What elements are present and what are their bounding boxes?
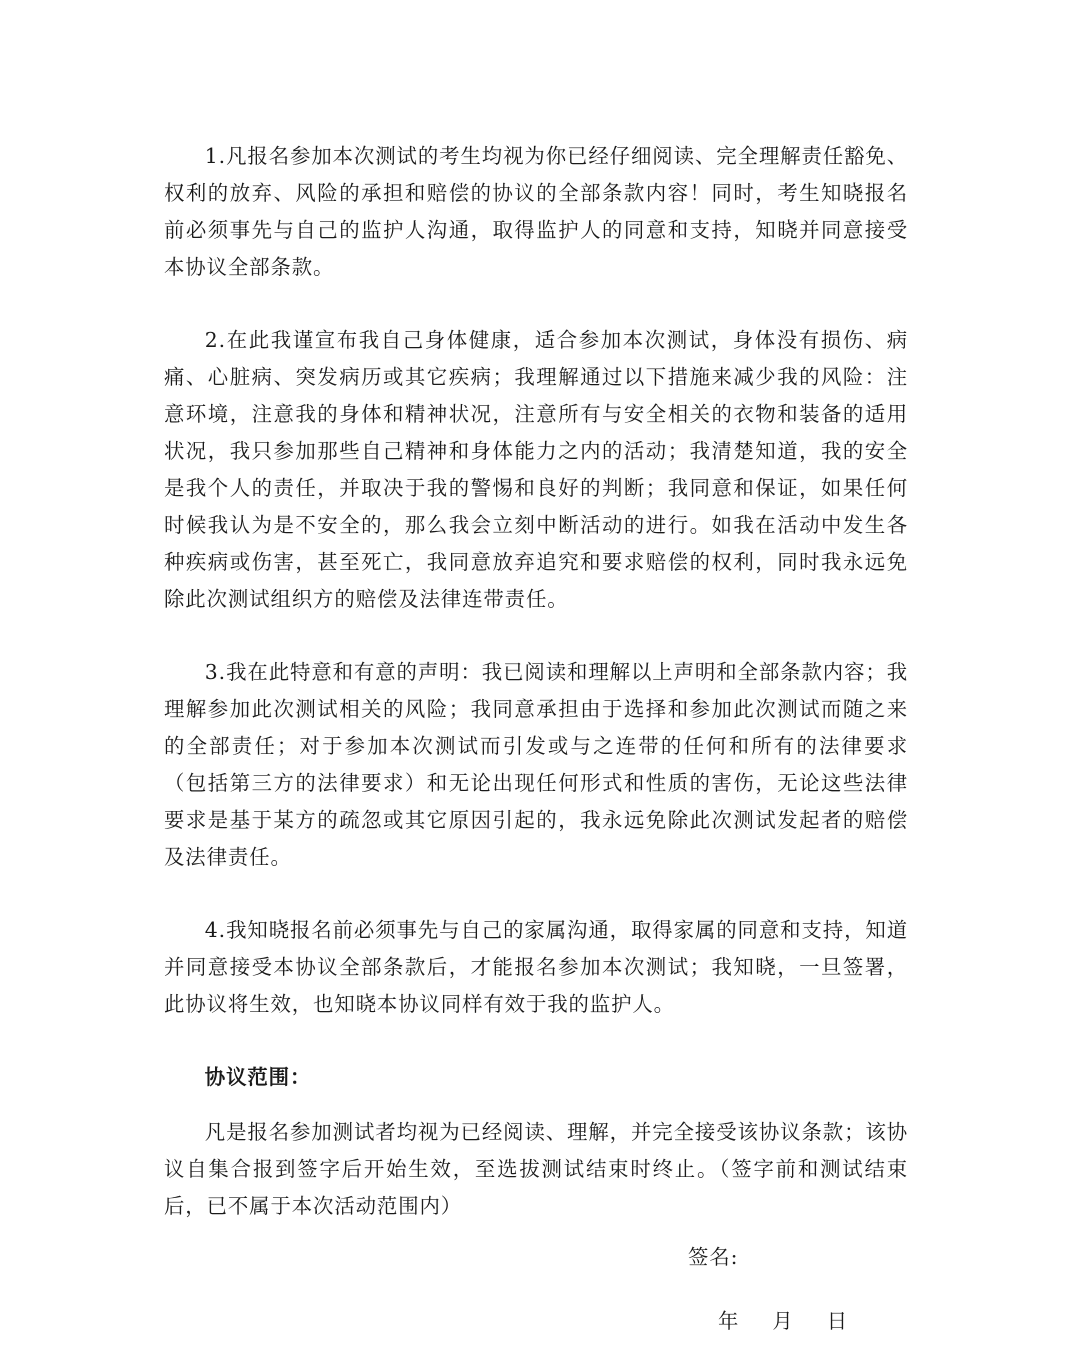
agreement-document — [164, 138, 908, 1225]
date-month-label: 月 — [772, 1309, 793, 1333]
scope-text: 凡是报名参加测试者均视为已经阅读、理解，并完全接受该协议条款；该协议自集合报到签字后开始生效，至选拔测试结束时终止。（签字前和测试结束后，已不属于本次活动范围内） — [164, 1120, 908, 1218]
clause-1: 1.凡报名参加本次测试的考生均视为你已经仔细阅读、完全理解责任豁免、权利的放弃、风险的承担和赔偿的协议的全部条款内容！同时，考生知晓报名前必须事先与自己的监护人沟通，取得监护人的同意和支持，知晓并同意接受本协议全部条款。 — [164, 144, 908, 279]
date-line — [718, 1306, 847, 1336]
clause-2: 2.在此我谨宣布我自己身体健康，适合参加本次测试，身体没有损伤、病痛、心脏病、突发病历或其它疾病；我理解通过以下措施来减少我的风险：注意环境，注意我的身体和精神状况，注意所有与安全相关的衣物和装备的适用状况，我只参加那些自己精神和身体能力之内的活动；我清楚知道，我的安全是我个人的责任，并取决于我的警惕和良好的判断；我同意和保证，如果任何时候我认为是不安全的，那么我会立刻中断活动的进行。如我在活动中发生各种疾病或伤害，甚至死亡，我同意放弃追究和要求赔偿的权利，同时我永远免除此次测试组织方的赔偿及法律连带责任。 — [164, 328, 908, 611]
signature-label: 签名: — [688, 1245, 739, 1269]
date-year-label: 年 — [718, 1309, 739, 1333]
scope-heading: 协议范围： — [204, 1065, 312, 1089]
clause-4: 4.我知晓报名前必须事先与自己的家属沟通，取得家属的同意和支持，知道并同意接受本协议全部条款后，才能报名参加本次测试；我知晓，一旦签署，此协议将生效，也知晓本协议同样有效于我的监护人。 — [164, 918, 908, 1016]
date-day-label: 日 — [826, 1309, 848, 1333]
clause-3: 3.我在此特意和有意的声明：我已阅读和理解以上声明和全部条款内容；我理解参加此次测试相关的风险；我同意承担由于选择和参加此次测试而随之来的全部责任；对于参加本次测试而引发或与之连带的任何和所有的法律要求（包括第三方的法律要求）和无论出现任何形式和性质的害伤，无论这些法律要求是基于某方的疏忽或其它原因引起的，我永远免除此次测试发起者的赔偿及法律责任。 — [164, 660, 908, 869]
